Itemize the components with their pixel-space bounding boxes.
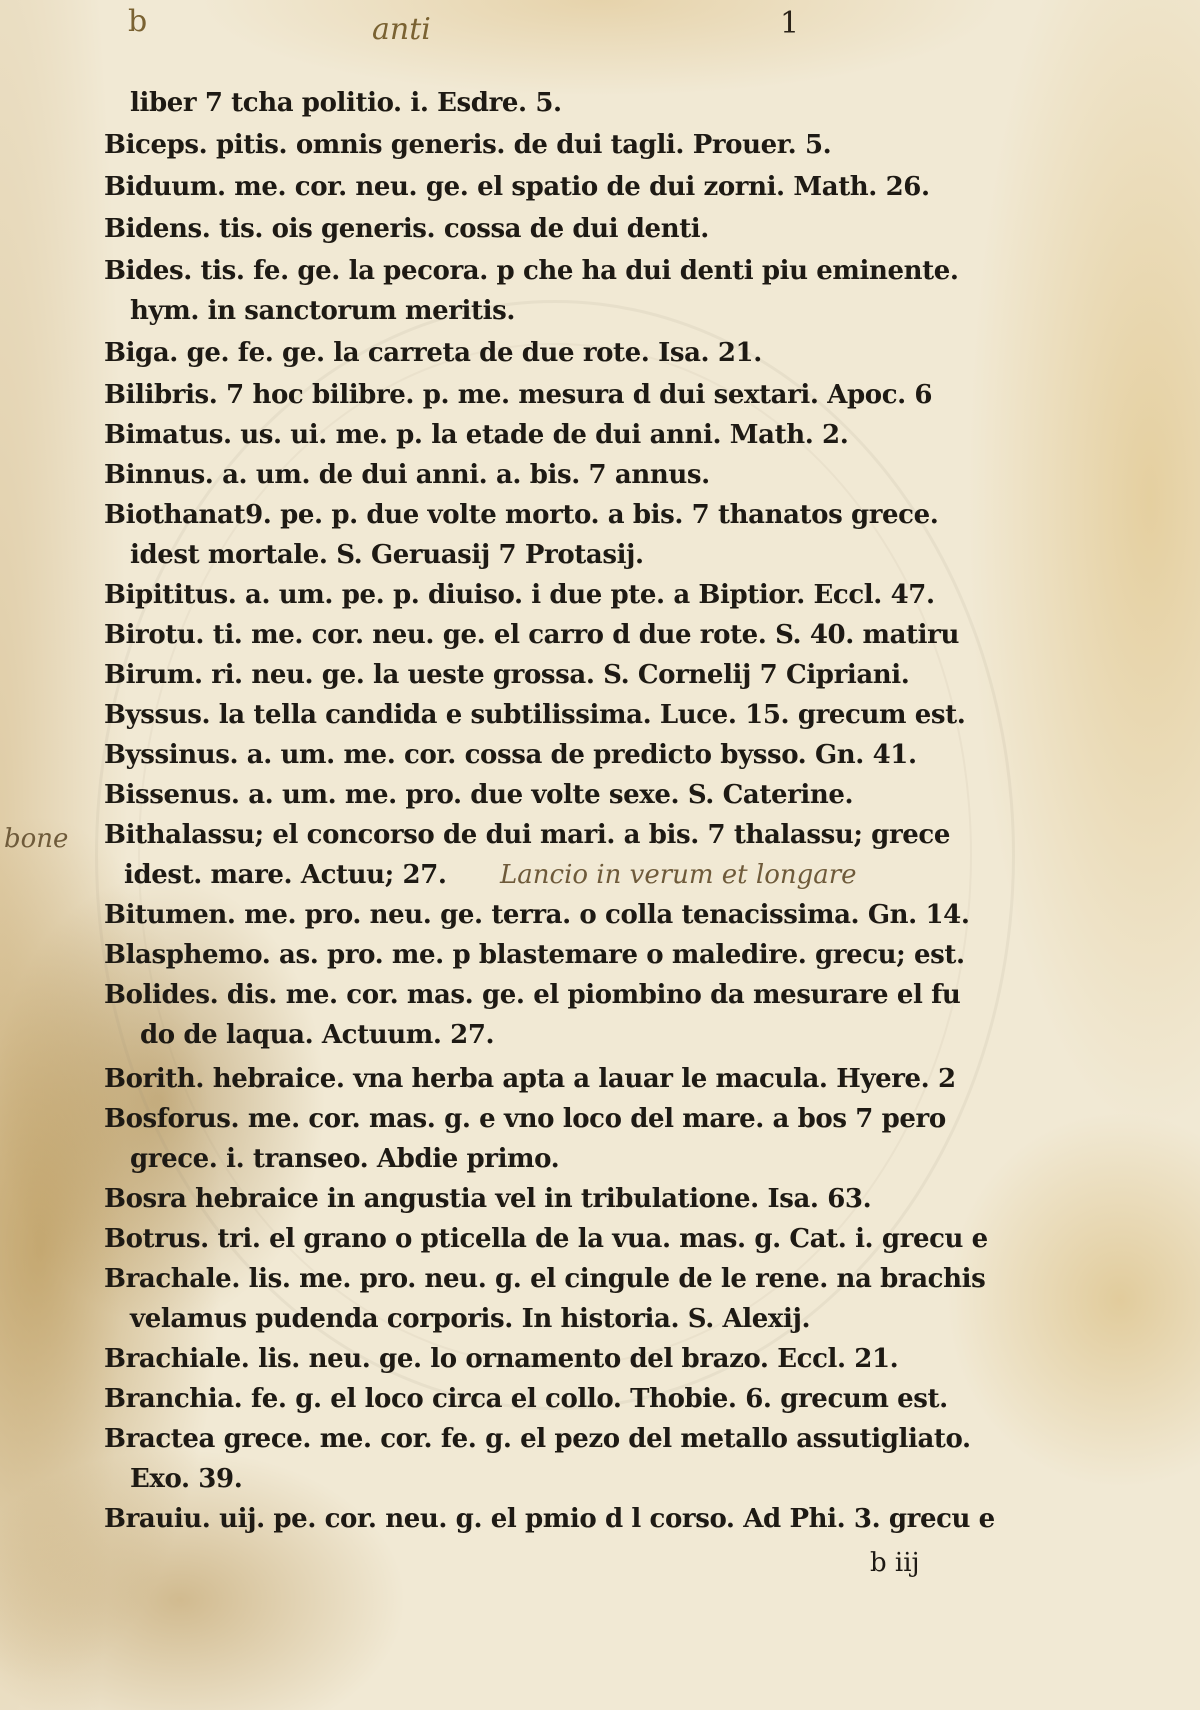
entry-line: Byssinus. a. um. me. cor. cossa de predicto bysso. Gn. 41.	[104, 740, 917, 770]
header-left-mark: b	[128, 4, 148, 39]
entry-line: idest. mare. Actuu; 27.	[124, 860, 447, 890]
entry-line: Branchia. fe. g. el loco circa el collo. Thobie. 6. grecum est.	[104, 1384, 948, 1414]
entry-line: velamus pudenda corporis. In historia. S. Alexij.	[130, 1304, 811, 1334]
entry-line: Brauiu. uij. pe. cor. neu. g. el pmio d l corso. Ad Phi. 3. grecu e	[104, 1504, 995, 1534]
inline-handwritten-note: Lancio in verum et longare	[500, 860, 857, 890]
entry-line: Biga. ge. fe. ge. la carreta de due rote. Isa. 21.	[104, 338, 762, 368]
entry-line: Bractea grece. me. cor. fe. g. el pezo del metallo assutigliato.	[104, 1424, 971, 1454]
entry-line: Birum. ri. neu. ge. la ueste grossa. S. Cornelij 7 Cipriani.	[104, 660, 910, 690]
entry-line: Bilibris. 7 hoc bilibre. p. me. mesura d dui sextari. Apoc. 6	[104, 380, 933, 410]
entry-line: Binnus. a. um. de dui anni. a. bis. 7 annus.	[104, 460, 710, 490]
entry-line: Bithalassu; el concorso de dui mari. a bis. 7 thalassu; grece	[104, 820, 950, 850]
entry-line: Bidens. tis. ois generis. cossa de dui denti.	[104, 214, 709, 244]
entry-line: Bosforus. me. cor. mas. g. e vno loco del mare. a bos 7 pero	[104, 1104, 946, 1134]
left-margin-annotation: bone	[4, 824, 69, 854]
entry-line: Exo. 39.	[130, 1464, 243, 1494]
entry-line: Brachiale. lis. neu. ge. lo ornamento del brazo. Eccl. 21.	[104, 1344, 899, 1374]
entry-line: Biceps. pitis. omnis generis. de dui tagli. Prouer. 5.	[104, 130, 832, 160]
entry-line: Bosra hebraice in angustia vel in tribulatione. Isa. 63.	[104, 1184, 872, 1214]
entry-line: hym. in sanctorum meritis.	[130, 296, 515, 326]
entry-line: Bolides. dis. me. cor. mas. ge. el piombino da mesurare el fu	[104, 980, 961, 1010]
header-center-note: anti	[372, 12, 431, 47]
entry-line: Bitumen. me. pro. neu. ge. terra. o colla tenacissima. Gn. 14.	[104, 900, 970, 930]
entry-line: Biothanat9. pe. p. due volte morto. a bis. 7 thanatos grece.	[104, 500, 939, 530]
signature-mark: b iij	[870, 1548, 920, 1578]
entry-line: grece. i. transeo. Abdie primo.	[130, 1144, 560, 1174]
entry-line: Blasphemo. as. pro. me. p blastemare o maledire. grecu; est.	[104, 940, 965, 970]
entry-line: Botrus. tri. el grano o pticella de la vua. mas. g. Cat. i. grecu e	[104, 1224, 988, 1254]
entry-line: Bissenus. a. um. me. pro. due volte sexe. S. Caterine.	[104, 780, 854, 810]
entry-line: Birotu. ti. me. cor. neu. ge. el carro d due rote. S. 40. matiru	[104, 620, 959, 650]
entry-line: do de laqua. Actuum. 27.	[140, 1020, 495, 1050]
header-right-mark: 1	[780, 6, 800, 41]
entry-line: Biduum. me. cor. neu. ge. el spatio de dui zorni. Math. 26.	[104, 172, 930, 202]
entry-line: Bipititus. a. um. pe. p. diuiso. i due pte. a Biptior. Eccl. 47.	[104, 580, 935, 610]
entry-line: Bides. tis. fe. ge. la pecora. p che ha dui denti piu eminente.	[104, 256, 959, 286]
entry-line: Borith. hebraice. vna herba apta a lauar le macula. Hyere. 2	[104, 1064, 956, 1094]
entry-line: Bimatus. us. ui. me. p. la etade de dui anni. Math. 2.	[104, 420, 849, 450]
entry-line: idest mortale. S. Geruasij 7 Protasij.	[130, 540, 644, 570]
entry-line: liber 7 tcha politio. i. Esdre. 5.	[130, 88, 562, 118]
entry-line: Byssus. la tella candida e subtilissima. Luce. 15. grecum est.	[104, 700, 966, 730]
entry-line: Brachale. lis. me. pro. neu. g. el cingule de le rene. na brachis	[104, 1264, 986, 1294]
